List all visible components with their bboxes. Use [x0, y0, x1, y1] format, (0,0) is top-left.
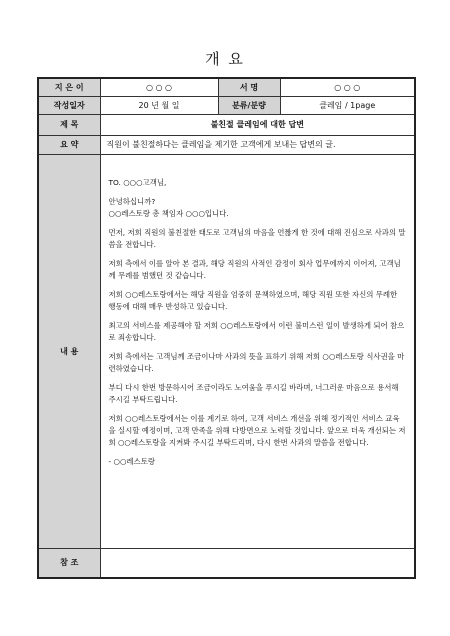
summary-value: 직원이 불친절하다는 클레임을 제기한 고객에게 보내는 답변의 글.	[100, 135, 415, 154]
author-value: ○ ○ ○	[100, 78, 218, 96]
overview-table	[37, 77, 416, 579]
content-paragraph: 최고의 서비스를 제공해야 할 저희 ○○레스토랑에서 이런 불미스런 일이 발생하게 되어 참으로 죄송합니다.	[108, 320, 405, 342]
content-paragraph: 안녕하십니까? ○○레스토랑 총 책임자 ○○○입니다.	[108, 196, 229, 218]
category-value: 클레임 / 1page	[280, 96, 415, 114]
content-body	[100, 154, 415, 548]
reference-label: 참 조	[38, 548, 100, 578]
content-paragraph: 먼저, 저희 직원의 불친절한 태도로 고객님의 마음을 언짢게 한 것에 대해 진심으로 사과의 말씀을 전합니다.	[108, 227, 406, 249]
content-paragraph: 저희 측에서 이를 알아 본 결과, 해당 직원의 사적인 감정이 회사 업무에까지 이어져, 고객님께 무례를 범했던 것 같습니다.	[108, 258, 401, 280]
content-paragraph: 저희 측에서는 고객님께 조금이나마 사과의 뜻을 표하기 위해 저희 ○○레스토랑 식사권을 마련하였습니다.	[108, 351, 405, 373]
date-value: 20 년 월 일	[100, 96, 218, 114]
summary-label: 요 약	[38, 135, 100, 154]
content-paragraph: 저희 ○○레스토랑에서는 이를 계기로 하여, 고객 서비스 개선을 위해 정기적인 서비스 교육을 실시할 예정이며, 고객 만족을 위해 다방면으로 노력할 것입니다. 앞으로 더욱 개선되는 저희 ○○레스토랑을 지켜봐 주시길 부탁드리며, 다시 한번 사과의 말씀을 전합니다.	[108, 413, 406, 447]
subject-label: 제 목	[38, 114, 100, 135]
content-label: 내 용	[38, 154, 100, 548]
content-paragraph: 부디 다시 한번 방문하시어 조금이라도 노여움을 푸시길 바라며, 너그러운 마음으로 용서해 주시길 부탁드립니다.	[108, 382, 399, 404]
date-label: 작성일자	[38, 96, 100, 114]
category-label: 분류/분량	[218, 96, 280, 114]
document-title: 개 요	[205, 50, 245, 68]
content-paragraph: - ○○레스토랑	[108, 456, 155, 466]
author-label: 지 은 이	[38, 78, 100, 96]
reference-value	[100, 548, 415, 578]
signature-label: 서 명	[218, 78, 280, 96]
content-paragraph: TO. ○○○고객님,	[108, 177, 167, 187]
signature-value: ○ ○ ○	[280, 78, 415, 96]
content-paragraph: 저희 ○○레스토랑에서는 해당 직원을 엄중히 문책하였으며, 해당 직원 또한 자신의 무례한 행동에 대해 매우 반성하고 있습니다.	[108, 289, 398, 311]
subject-value: 불친절 클레임에 대한 답변	[100, 114, 415, 135]
